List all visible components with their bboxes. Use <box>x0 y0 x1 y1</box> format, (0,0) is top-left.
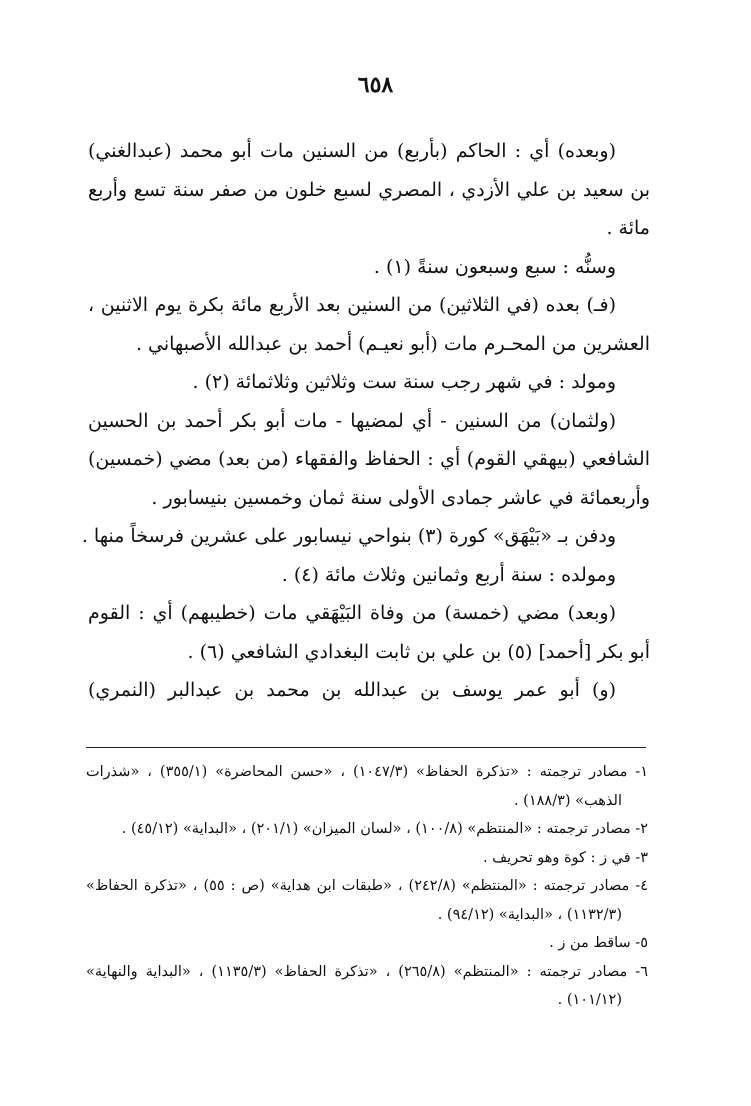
footnote-line: ٤- مصادر ترجمته : «المنتظم» (٢٤٢/٨) ، «طبقات ابن هداية» (ص : ٥٥) ، «تذكرة الحفاظ» <box>86 878 648 894</box>
footnote-line: ٢- مصادر ترجمته : «المنتظم» (١٠٠/٨) ، «لسان الميزان» (٢٠١/١) ، «البداية» (٤٥/١٢) . <box>121 821 648 837</box>
page-number: ٦٥٨ <box>357 72 394 98</box>
footnote-line: ٣- في ز : كوة وهو تحريف . <box>482 849 648 866</box>
text-line: العشرين من المحـرم مات (أبو نعيـم) أحمد بن عبدالله الأصبهاني . <box>135 332 650 355</box>
footnotes <box>86 758 648 1015</box>
text-line: ومولد : في شهر رجب سنة ست وثلاثين وثلاثمائة (٢) . <box>192 371 616 393</box>
footnote-line: الذهب» (١٨٨/٣) . <box>513 792 622 809</box>
text-line: مائة . <box>606 217 650 239</box>
text-line: أبو بكر [أحمد] (٥) بن علي بن ثابت البغدادي الشافعي (٦) . <box>187 640 650 663</box>
text-line: (وبعد) مضي (خمسة) من وفاة البَيْهَقي مات (خطيبهم) أي : القوم <box>88 602 616 624</box>
footnote-line: ٦- مصادر ترجمته : «المنتظم» (٢٦٥/٨) ، «تذكرة الحفاظ» (١١٣٥/٣) ، «البداية والنهاية» <box>86 963 649 980</box>
footnote-line: ٥- ساقط من ز . <box>549 935 648 951</box>
text-line: (فـ) بعده (في الثلاثين) من السنين بعد الأربع مائة بكرة يوم الاثنين ، <box>88 294 616 316</box>
main-text <box>81 132 650 710</box>
text-line: بن سعيد بن علي الأزدي ، المصري لسبع خلون من صفر سنة تسع وأربع <box>88 178 650 201</box>
footnote-divider <box>86 747 646 748</box>
text-line: وسنُّه : سبع وسبعون سنةً (١) . <box>373 255 616 278</box>
text-line: (ولثمان) من السنين - أي لمضيها - مات أبو بكر أحمد بن الحسين <box>88 409 616 432</box>
text-line: (وبعده) أي : الحاكم (بأربع) من السنين مات أبو محمد (عبدالغني) <box>88 140 616 162</box>
footnote-line: (١٠١/١٢) . <box>557 992 622 1008</box>
footnote-line: ١- مصادر ترجمته : «تذكرة الحفاظ» (١٠٤٧/٣) ، «حسن المحاضرة» (٣٥٥/١) ، «شذرات <box>86 764 648 780</box>
text-line: ودفن بـ «بَيْهَق» كورة (٣) بنواحي نيسابور على عشرين فرسخاً منها . <box>81 525 616 547</box>
text-line: وأربعمائة في عاشر جمادى الأولى سنة ثمان وخمسين بنيسابور . <box>151 486 650 509</box>
text-line: (و) أبو عمر يوسف بن عبدالله بن محمد بن عبدالبر (النمري) <box>88 679 616 701</box>
footnote-line: (١١٣٢/٣) ، «البداية» (٩٤/١٢) . <box>437 906 622 923</box>
text-line: الشافعي (بيهقي القوم) أي : الحفاظ والفقهاء (من بعد) مضي (خمسين) <box>88 448 650 470</box>
text-line: ومولده : سنة أربع وثمانين وثلاث مائة (٤) . <box>281 563 616 586</box>
